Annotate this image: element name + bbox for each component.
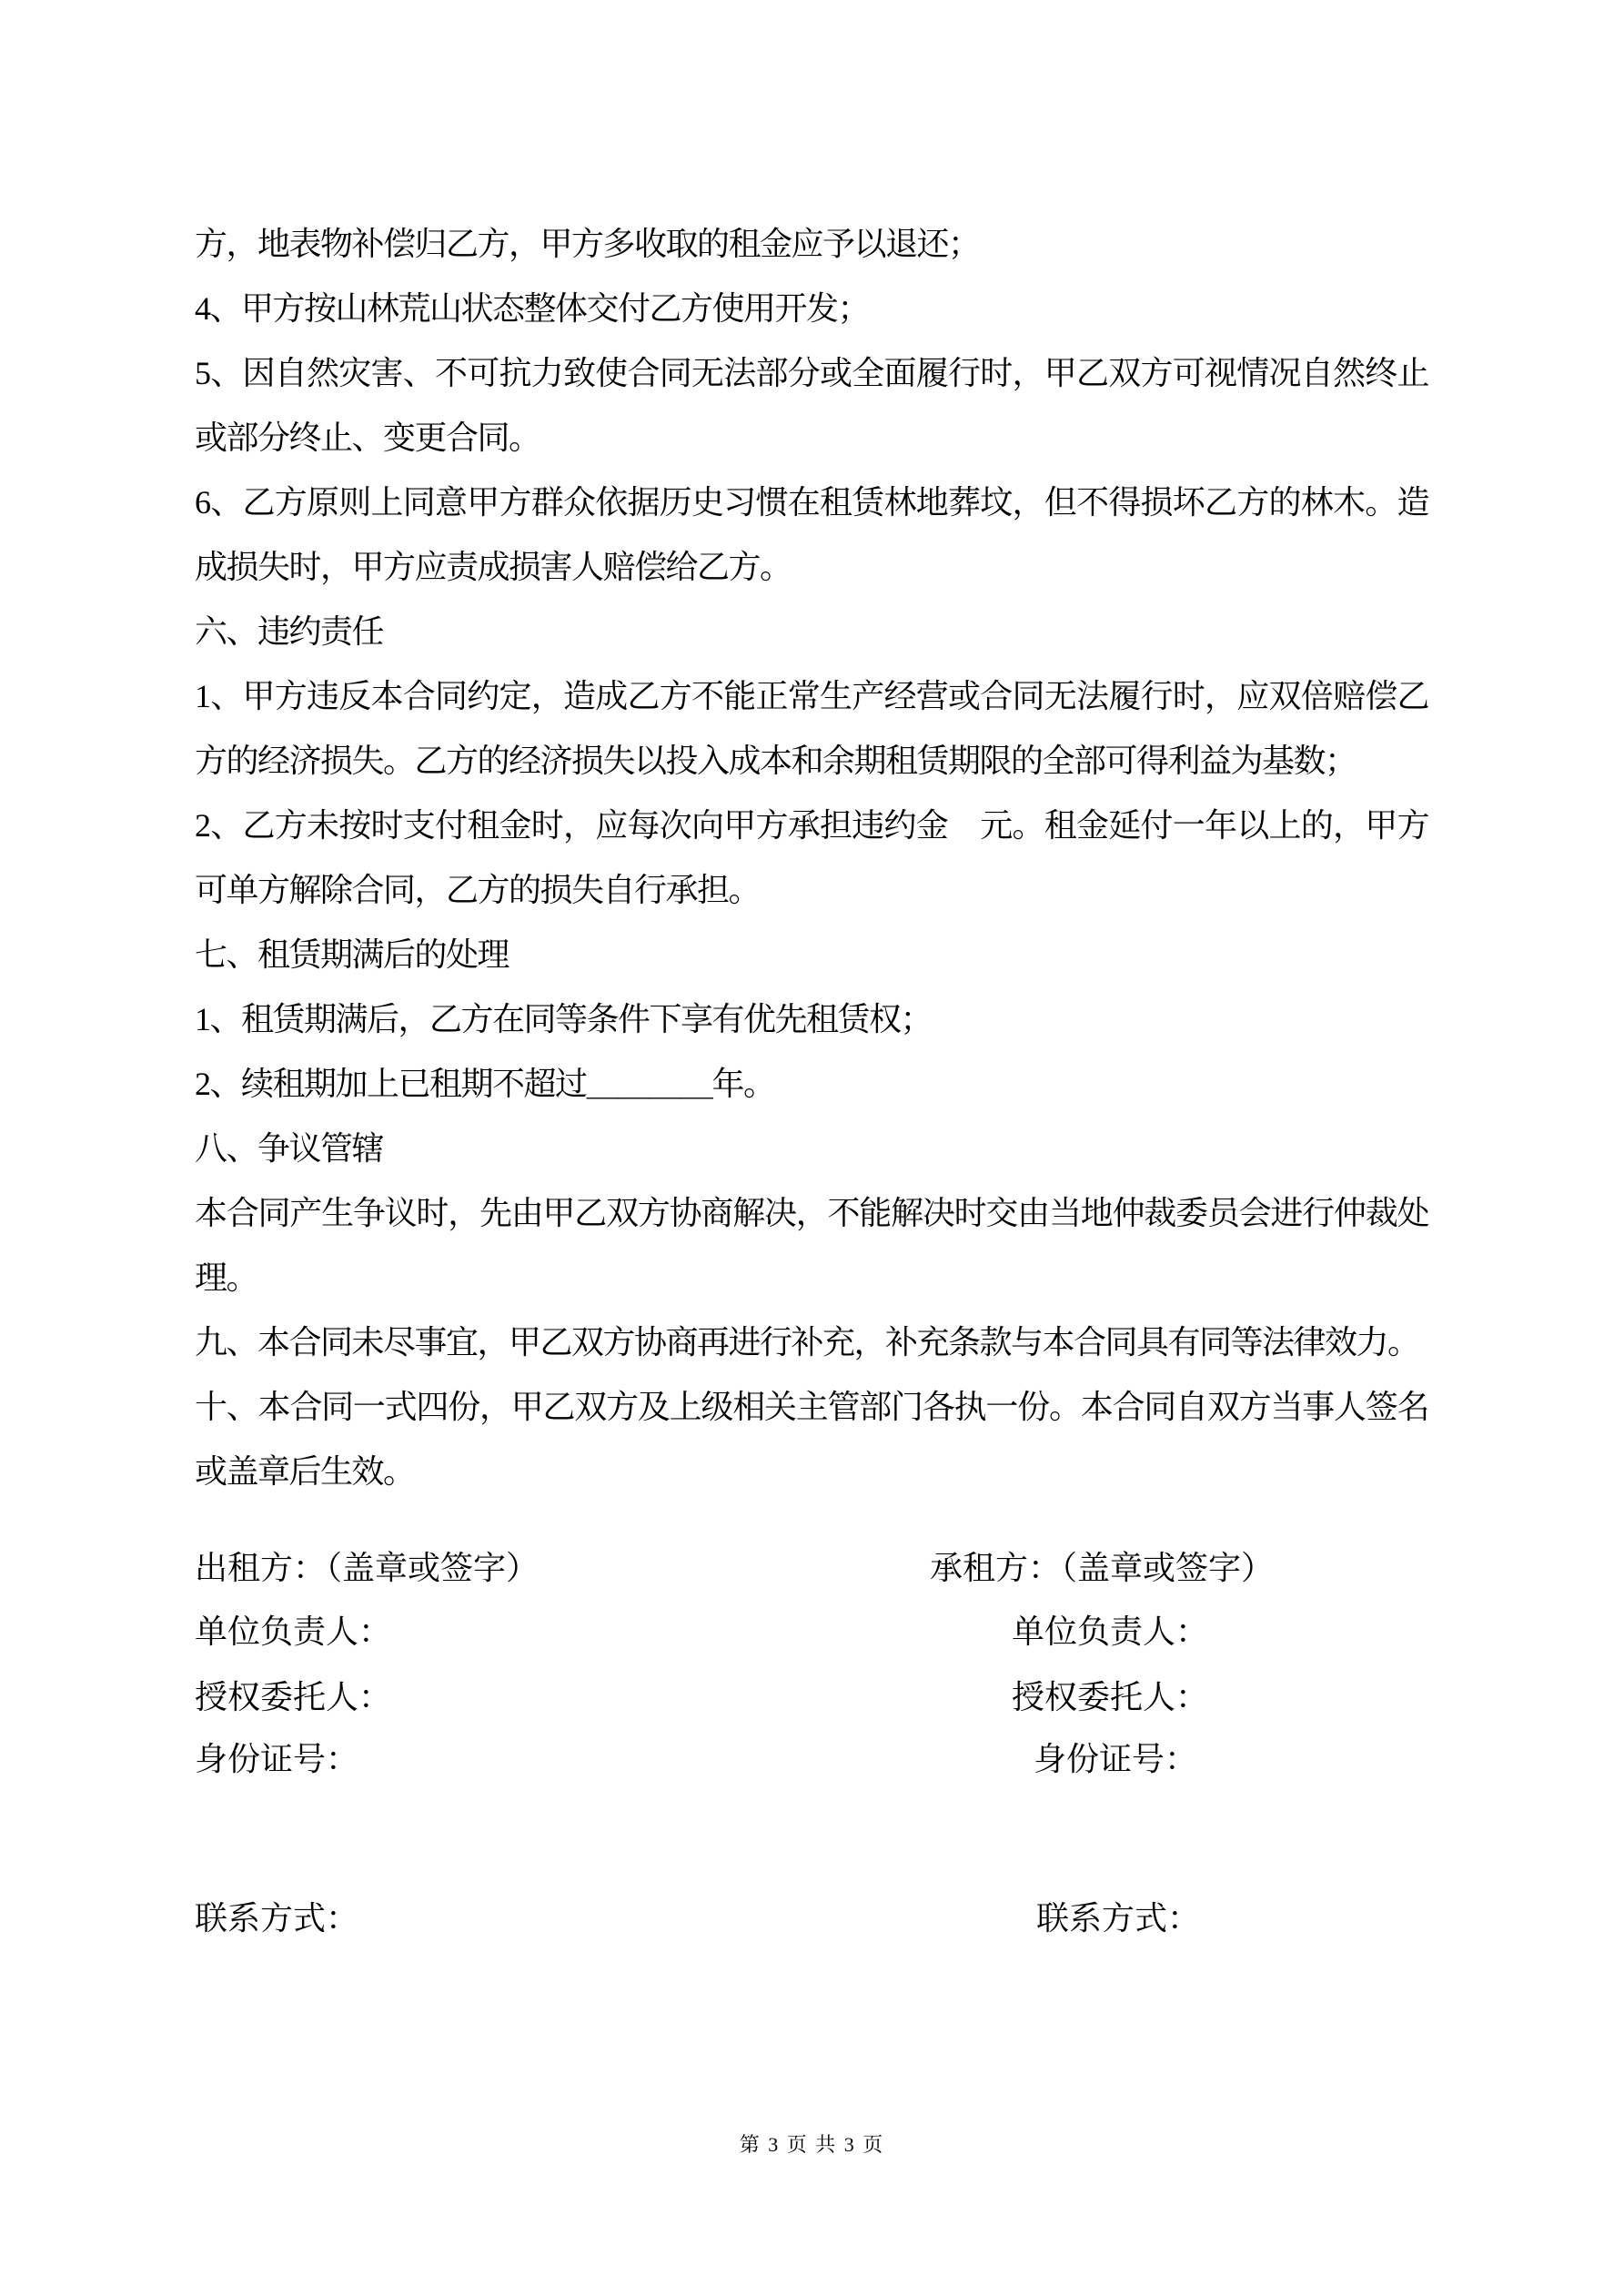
lessee-agent-label: 授权委托人： [1012, 1679, 1209, 1715]
clause-4-delivery: 4、甲方按山林荒山状态整体交付乙方使用开发； [195, 290, 870, 327]
signature-section [195, 1536, 1428, 1991]
lessee-contact-label: 联系方式： [1036, 1900, 1201, 1937]
clause-expiry-2-renewal-limit: 2、续租期加上已租期不超过＿＿＿＿年。 [195, 1066, 775, 1102]
clause-dispute-resolution: 本合同产生争议时，先由甲乙双方协商解决，不能解决时交由当地仲裁委员会进行仲裁处理。 [195, 1195, 1428, 1296]
clause-expiry-1-priority: 1、租赁期满后，乙方在同等条件下享有优先租赁权； [195, 1001, 933, 1037]
page-number-footer [0, 2131, 1624, 2159]
lessee-party-label: 承租方：（盖章或签字） [930, 1550, 1275, 1586]
signature-row-party [195, 1536, 1428, 1601]
lessee-responsible-label: 单位负责人： [1012, 1613, 1209, 1650]
signature-row-responsible [195, 1600, 1428, 1664]
clause-5-force-majeure: 5、因自然灾害、不可抗力致使合同无法部分或全面履行时，甲乙双方可视情况自然终止或部分终止、变更合同。 [195, 355, 1428, 456]
lessor-party-label: 出租方：（盖章或签字） [195, 1550, 540, 1586]
clause-continuation-refund: 方，地表物补偿归乙方，甲方多收取的租金应予以退还； [195, 226, 980, 262]
clause-9-supplement: 九、本合同未尽事宜，甲乙双方协商再进行补充，补充条款与本合同具有同等法律效力。 [195, 1324, 1419, 1360]
lessor-contact-label: 联系方式： [195, 1900, 359, 1937]
signature-row-contact [195, 1886, 1428, 1951]
section-heading-dispute-jurisdiction: 八、争议管辖 [195, 1130, 384, 1167]
signature-row-id-number [195, 1727, 1428, 1792]
clause-breach-1: 1、甲方违反本合同约定，造成乙方不能正常生产经营或合同无法履行时，应双倍赔偿乙方的经济损失。乙方的经济损失以投入成本和余期租赁期限的全部可得利益为基数； [195, 678, 1428, 779]
section-heading-lease-expiry: 七、租赁期满后的处理 [195, 936, 509, 973]
lessor-id-label: 身份证号： [195, 1741, 359, 1777]
lessor-agent-label: 授权委托人： [195, 1679, 392, 1715]
lessee-id-label: 身份证号： [1034, 1741, 1198, 1777]
contract-body-text [195, 212, 1428, 1504]
clause-10-copies-effective: 十、本合同一式四份，甲乙双方及上级相关主管部门各执一份。本合同自双方当事人签名或盖章后生效。 [195, 1389, 1428, 1490]
clause-6-graves: 6、乙方原则上同意甲方群众依据历史习惯在租赁林地葬坟，但不得损坏乙方的林木。造成损失时，甲方应责成损害人赔偿给乙方。 [195, 484, 1428, 585]
clause-breach-2: 2、乙方未按时支付租金时，应每次向甲方承担违约金 元。租金延付一年以上的，甲方可单方解除合同，乙方的损失自行承担。 [195, 807, 1428, 908]
section-heading-breach-liability: 六、违约责任 [195, 613, 384, 650]
page-indicator: 第 3 页 共 3 页 [739, 2133, 885, 2156]
signature-row-agent [195, 1665, 1428, 1730]
lessor-responsible-label: 单位负责人： [195, 1613, 392, 1650]
